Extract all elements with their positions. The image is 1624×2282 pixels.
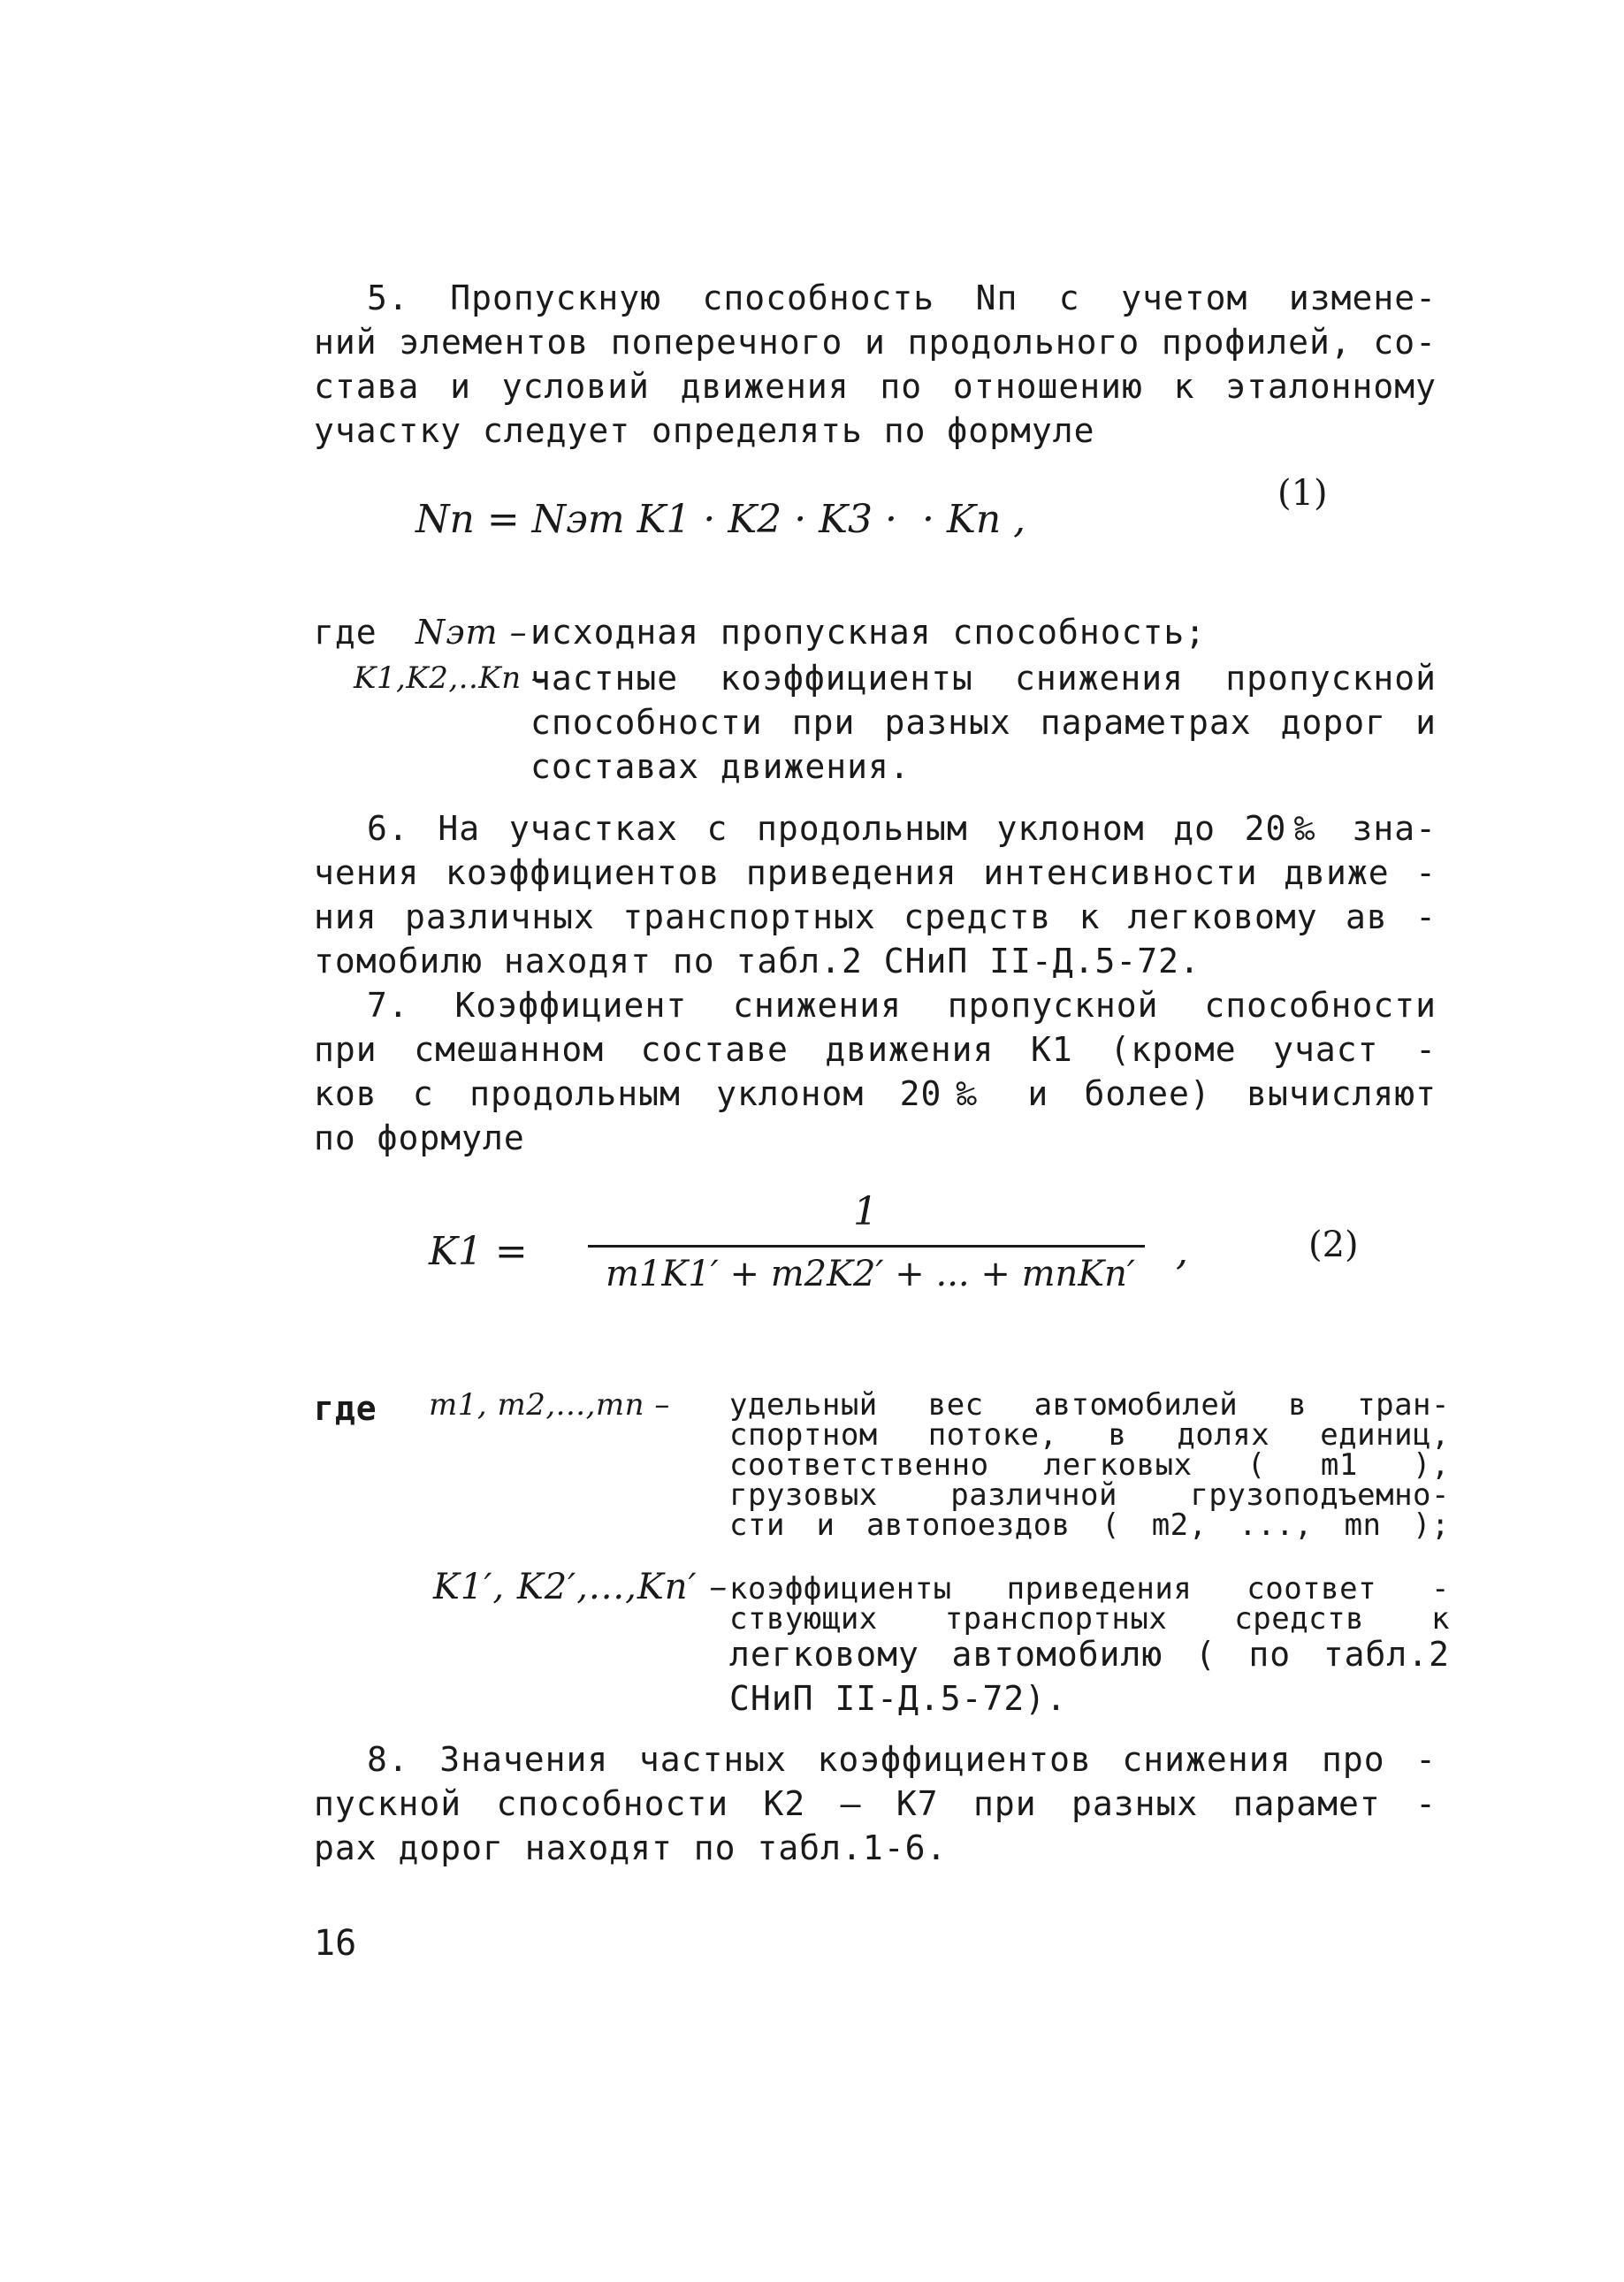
p7-line-2: при смешанном составе движения K1 (кроме участ - [314, 1030, 1437, 1069]
where-2-def-1-line-1: удельный вес автомобилей в тран- [729, 1387, 1450, 1423]
p5-line-1: 5. Пропускную способность Nп с учетом измене- [367, 279, 1437, 317]
where-1-def-2-line-2: способности при разных параметрах дорог и [530, 703, 1437, 742]
p7-line-4: по формуле [314, 1118, 525, 1157]
p6-line-4: томобилю находят по табл.2 СНиП II-Д.5-72. [314, 942, 1201, 981]
where-1-term-1: Nэт – [416, 613, 528, 652]
where-2-def-2-line-3: легковому автомобилю ( по табл.2 [729, 1635, 1450, 1674]
where-1-term-2: K1,K2,..Kn – [354, 660, 547, 696]
p7-line-1: 7. Коэффициент снижения пропускной способности [367, 986, 1437, 1025]
p5-line-2: ний элементов поперечного и продольного профилей, со- [314, 323, 1437, 362]
p5-line-4: участку следует определять по формуле [314, 411, 1095, 450]
p6-line-3: ния различных транспортных средств к легковому ав - [314, 897, 1437, 936]
formula-2-fraction-bar [588, 1245, 1145, 1248]
where-2-def-1-line-5: сти и автопоездов ( m2, ..., mn ); [729, 1507, 1450, 1543]
where-1-def-2-line-3: составах движения. [530, 747, 911, 786]
formula-2-number: (2) [1308, 1225, 1359, 1265]
where-2-def-1-line-4: грузовых различной грузоподъемно- [729, 1477, 1450, 1513]
where-2-term-2: K1′, K2′,...,Kn′ – [433, 1567, 728, 1607]
formula-2-denominator: m1K1′ + m2K2′ + ... + mnKn′ [606, 1254, 1135, 1294]
where-1-def-1: исходная пропускная способность; [530, 613, 1207, 652]
p5-line-3: става и условий движения по отношению к эталонному [314, 367, 1437, 406]
where-2-def-2-line-2: ствующих транспортных средств к [729, 1601, 1450, 1637]
p8-line-2: пускной способности K2 – K7 при разных парамет - [314, 1784, 1437, 1823]
where-2-def-1-line-3: соответственно легковых ( m1 ), [729, 1447, 1450, 1483]
p6-line-1: 6. На участках с продольным уклоном до 20‰ зна- [367, 809, 1437, 848]
where-2-def-1-line-2: спортном потоке, в долях единиц, [729, 1417, 1450, 1453]
p8-line-3: рах дорог находят по табл.1-6. [314, 1828, 948, 1867]
formula-2-lhs: K1 = [429, 1229, 528, 1274]
where-2-def-2-line-1: коэффициенты приведения соответ - [729, 1571, 1450, 1607]
p6-line-2: чения коэффициентов приведения интенсивности движе - [314, 853, 1437, 892]
p7-line-3: ков с продольным уклоном 20‰ и более) вычисляют [314, 1074, 1437, 1113]
where-2-def-2-line-4: СНиП II-Д.5-72). [729, 1679, 1068, 1718]
page-number: 16 [314, 1923, 357, 1964]
formula-1-number: (1) [1277, 473, 1328, 514]
where-1-word: где [314, 613, 377, 652]
p8-line-1: 8. Значения частных коэффициентов снижения про - [367, 1740, 1437, 1779]
where-1-def-2-line-1: частные коэффициенты снижения пропускной [530, 659, 1437, 698]
where-2-term-1: m1, m2,...,mn – [429, 1387, 670, 1423]
formula-1: Nп = Nэт K1 · K2 · K3 · · Kn , [416, 497, 1026, 542]
formula-2-numerator: 1 [853, 1189, 878, 1234]
formula-2-tail: , [1176, 1229, 1188, 1274]
where-2-word: где [314, 1389, 377, 1428]
